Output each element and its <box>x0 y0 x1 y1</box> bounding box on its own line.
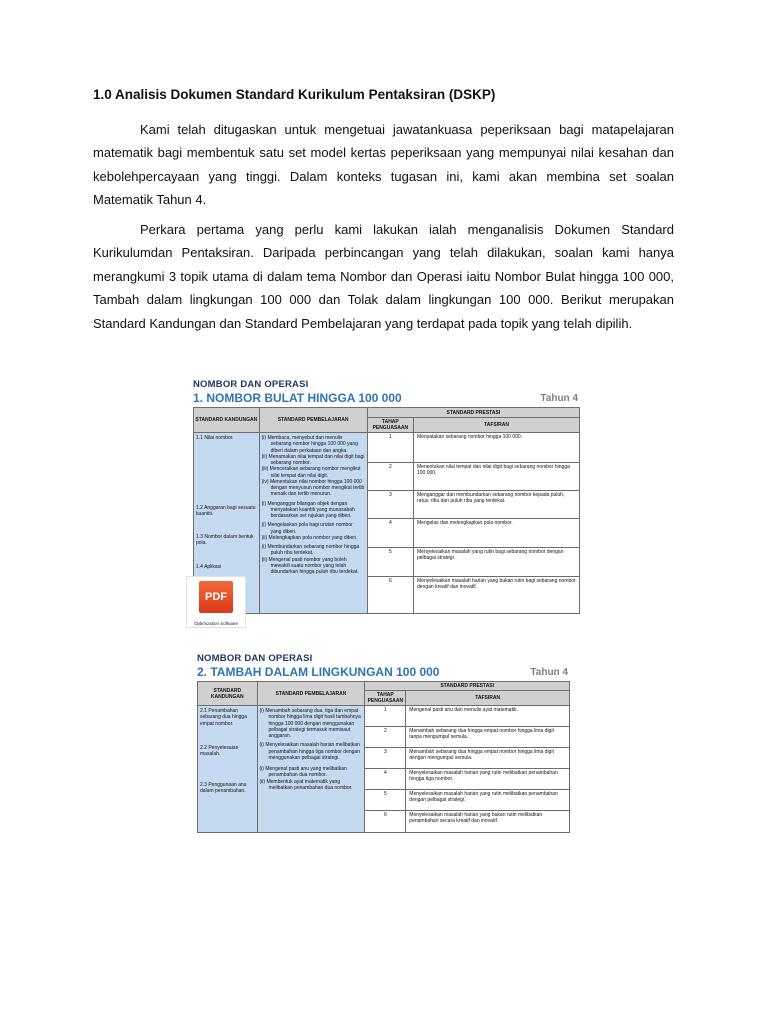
pembelajaran-item: (i) Membaca, menyebut dan menulis sebarang nombor hingga 100 000 yang diberi dalam perkataan dan angka. <box>261 435 358 454</box>
tafsiran-text: Menyelesaikan masalah harian yang rutin melibatkan penambahan dengan pelbagai strategi. <box>406 790 570 811</box>
dskp-table <box>193 407 580 614</box>
kandungan-item: 1.2 Anggaran bagi sesuatu kuantiti. <box>196 505 256 518</box>
header-standard-pembelajaran: STANDARD PEMBELAJARAN <box>259 408 367 433</box>
pdf-icon: PDF <box>199 581 233 613</box>
header-tafsiran: TAFSIRAN <box>406 691 570 706</box>
tahap-level: 6 <box>365 811 406 833</box>
standard-kandungan-cell <box>198 706 258 833</box>
header-standard-prestasi: STANDARD PRESTASI <box>367 408 579 418</box>
kandungan-item: 1.4 Aplikasi <box>196 564 222 570</box>
header-standard-pembelajaran: STANDARD PEMBELAJARAN <box>257 682 365 706</box>
tahap-level: 2 <box>365 727 406 748</box>
figure-theme: NOMBOR DAN OPERASI <box>197 653 313 664</box>
pembelajaran-item: (i) Menyelesaikan masalah harian melibatkan penambahan hingga tiga nombor dengan menggunakan pelbagai strategi. <box>259 742 360 761</box>
tafsiran-text: Menyatakan sebarang nombor hingga 100 000. <box>414 433 580 463</box>
standard-pembelajaran-cell <box>257 706 365 833</box>
tafsiran-text: Menambah sebarang dua hingga empat nombor hingga lima digit dengan mengumpul semula. <box>406 748 570 769</box>
paragraph-2: Perkara pertama yang perlu kami lakukan ialah menganalisis Dokumen Standard Kurikulumdan Pentaksiran. Daripada perbincangan yang telah dilakukan, soalan kami hanya merangkumi 3 topik utama di dalam tema Nombor dan Operasi iaitu Nombor Bulat hingga 100 000, Tambah dalam lingkungan 100 000 dan Tolak dalam lingkungan 100 000. Berikut merupakan Standard Kandungan dan Standard Pembelajaran yang terdapat pada topik yang telah dipilih. <box>93 222 674 331</box>
tafsiran-text: Menyelesaikan masalah harian yang bukan rutin bagi sebarang nombor dengan kreatif dan inovatif. <box>414 577 580 614</box>
pembelajaran-item: (i) Menganggar bilangan objek dengan menyatakan kuantiti yang munasabah berdasarkan set rujukan yang diberi. <box>261 500 355 519</box>
pembelajaran-item: (i) Mengelaskan pola bagi urutan nombor yang diberi. <box>261 522 353 535</box>
figure-year: Tahun 4 <box>530 667 568 678</box>
section-heading: 1.0 Analisis Dokumen Standard Kurikulum Pentaksiran (DSKP) <box>93 87 496 102</box>
tahap-level: 5 <box>367 548 413 577</box>
pdf-badge-label: Optimization Software <box>193 621 239 626</box>
pembelajaran-item: (ii) Membentuk ayat matematik yang melibatkan penambahan dua nombor. <box>259 778 353 791</box>
paragraph-1: Kami telah ditugaskan untuk mengetuai jawatankuasa peperiksaan bagi matapelajaran matematik bagi membentuk satu set model kertas peperiksaan yang mempunyai nilai kesahan dan kebolehpercayaan yang tinggi. Dalam konteks tugasan ini, kami akan membina set soalan Matematik Tahun 4. <box>93 122 674 208</box>
tafsiran-text: Menentukan nilai tempat dan nilai digit bagi sebarang nombor hingga 100 000. <box>414 463 580 491</box>
tahap-level: 5 <box>365 790 406 811</box>
header-standard-kandungan: STANDARD KANDUNGAN <box>194 408 260 433</box>
pembelajaran-item: (ii) Mengenal pasti nombor yang boleh mewakili suatu nombor yang telah dibundarkan hingga puluh ribu terdekat. <box>261 556 359 575</box>
kandungan-item: 2.1 Penambahan sebarang dua hingga empat nombor. <box>200 708 247 727</box>
dskp-table <box>197 681 570 833</box>
kandungan-item: 2.2 Penyelesaian masalah. <box>200 745 239 758</box>
tahap-level: 4 <box>367 519 413 548</box>
figure-topic-title: 2. TAMBAH DALAM LINGKUNGAN 100 000 <box>197 665 440 679</box>
pembelajaran-item: (i) Mengenal pasti anu yang melibatkan penambahan dua nombor. <box>259 766 347 779</box>
tahap-level: 1 <box>367 433 413 463</box>
tafsiran-text: Menyelesaikan masalah harian yang bukan rutin melibatkan penambahan secara kreatif dan inovatif. <box>406 811 570 833</box>
kandungan-item: 1.1 Nilai nombor. <box>196 435 234 441</box>
tafsiran-text: Menyelesaikan masalah yang rutin bagi sebarang nombor dengan pelbagai strategi. <box>414 548 580 577</box>
tafsiran-text: Menambah sebarang dua hingga empat nombor hingga lima digit tanpa mengumpul semula. <box>406 727 570 748</box>
header-tahap-penguasaan: TAHAP PENGUASAAN <box>365 691 406 706</box>
pembelajaran-item: (ii) Melengkapkan pola nombor yang diberi. <box>261 534 358 541</box>
figure-year: Tahun 4 <box>540 393 578 404</box>
tahap-level: 2 <box>367 463 413 491</box>
figure-theme: NOMBOR DAN OPERASI <box>193 379 309 390</box>
tahap-level: 6 <box>367 577 413 614</box>
tafsiran-text: Mengelas dan melengkapkan pola nombor. <box>414 519 580 548</box>
header-standard-prestasi: STANDARD PRESTASI <box>365 682 570 691</box>
pembelajaran-item: (i) Menambah sebarang dua, tiga dan empat nombor hingga lima digit hasil tambahnya hingga 100 000 dengan menggunakan pelbagai strategi termasuk memisaut anggaran. <box>259 708 361 739</box>
kandungan-item: 1.3 Nombor dalam bentuk pola. <box>196 534 254 547</box>
tahap-level: 3 <box>365 748 406 769</box>
tahap-level: 1 <box>365 706 406 727</box>
pdf-watermark-badge <box>186 576 246 628</box>
dskp-figure-nombor-bulat <box>193 379 580 614</box>
pembelajaran-item: (iv) Menentukan nilai nombor hingga 100 000 dengan menyusun nombor mengikut tertib menaik dan tertib menurun. <box>261 478 365 498</box>
kandungan-item: 2.3 Penggunaan anu dalam penambahan. <box>200 782 247 795</box>
tafsiran-text: Menganggar dan membundarkan sebarang nombor kepada puluh, ratus, ribu dan puluh ribu yang terdekat. <box>414 491 580 519</box>
dskp-figure-tambah <box>197 653 570 833</box>
header-standard-kandungan: STANDARD KANDUNGAN <box>198 682 258 706</box>
tahap-level: 3 <box>367 491 413 519</box>
tahap-level: 4 <box>365 769 406 790</box>
tafsiran-text: Mengenal pasti anu dan menulis ayat matematik. <box>406 706 570 727</box>
tafsiran-text: Menyelesaikan masalah harian yang rutin melibatkan penambahan hingga tiga nombor. <box>406 769 570 790</box>
pembelajaran-item: (i) Membundarkan sebarang nombor hingga puluh ribu terdekat. <box>261 544 360 557</box>
pembelajaran-item: (iii) Menceraikan sebarang nombor mengikut nilai tempat dan nilai digit. <box>261 466 361 479</box>
figure-topic-title: 1. NOMBOR BULAT HINGGA 100 000 <box>193 391 402 405</box>
standard-pembelajaran-cell <box>259 433 367 614</box>
pembelajaran-item: (ii) Menamakan nilai tempat dan nilai digit bagi sebarang nombor. <box>261 453 365 466</box>
header-tafsiran: TAFSIRAN <box>414 418 580 433</box>
header-tahap-penguasaan: TAHAP PENGUASAAN <box>367 418 413 433</box>
